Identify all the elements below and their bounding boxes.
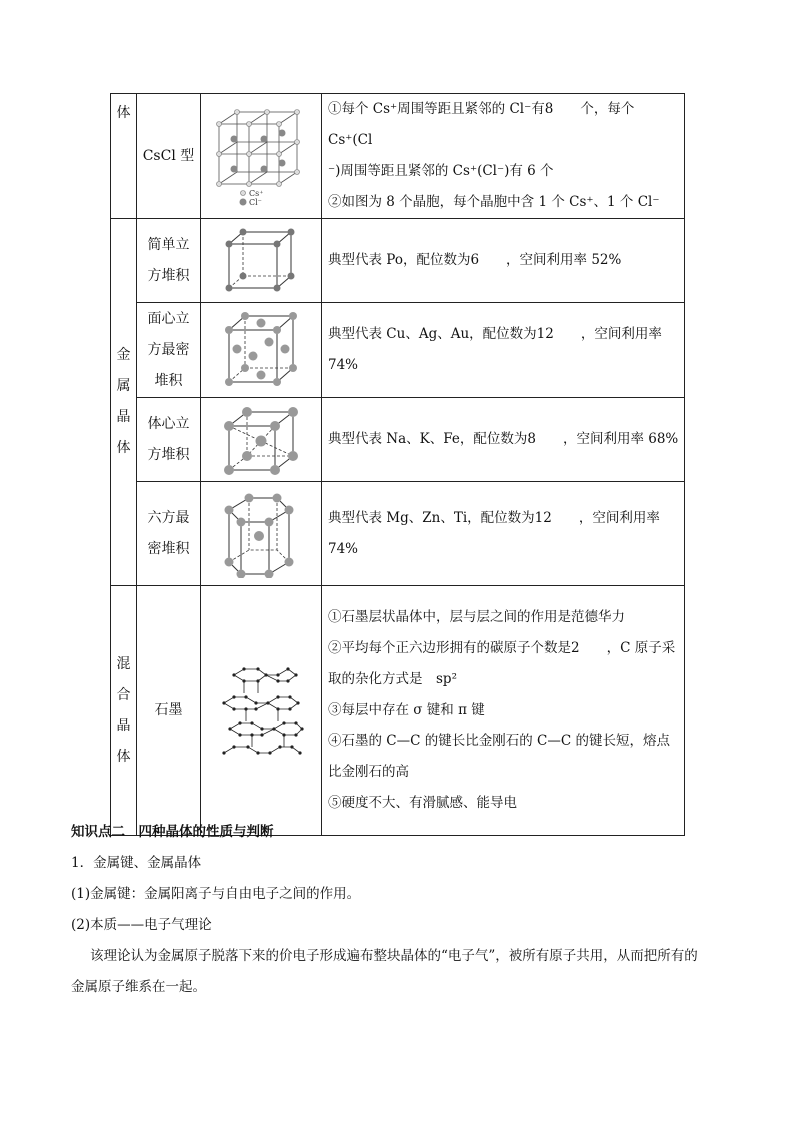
metal-desc: 典型代表 Na、K、Fe，配位数为8 ，空间利用率 68% bbox=[322, 398, 685, 482]
desc-line: 比金刚石的高 bbox=[328, 764, 409, 780]
desc-line: ⑤硬度不大、有滑腻感、能导电 bbox=[328, 795, 517, 811]
type-cell bbox=[137, 303, 201, 398]
desc-line: ⁻)周围等距且紧邻的 Cs⁺(Cl⁻)有 6 个 bbox=[328, 163, 554, 179]
desc-line: ④石墨的 C—C 的键长比金刚石的 C—C 的键长短，熔点 bbox=[328, 733, 670, 749]
metal-desc: 典型代表 Cu、Ag、Au，配位数为12 ，空间利用率 74% bbox=[322, 303, 685, 398]
item-1-2: (2)本质——电子气理论 bbox=[71, 917, 212, 933]
item-1: 1．金属键、金属晶体 bbox=[71, 855, 202, 871]
type-name: CsCl 型 bbox=[142, 147, 195, 164]
category-cell-mixed bbox=[111, 586, 137, 836]
type-cell bbox=[137, 219, 201, 303]
desc-line: ①每个 Cs⁺周围等距且紧邻的 Cl⁻有8 个，每个 Cs⁺(Cl bbox=[328, 101, 635, 148]
type-name: 体心立方堆积 bbox=[147, 415, 190, 463]
body-line-1: 该理论认为金属原子脱落下来的价电子形成遍布整块晶体的“电子气”，被所有原子共用，从而把所有的 bbox=[90, 948, 698, 964]
figure-cell bbox=[201, 586, 322, 836]
desc-line: ③每层中存在 σ 键和 π 键 bbox=[328, 702, 485, 718]
type-name: 六方最密堆积 bbox=[147, 509, 190, 557]
item-1-1: (1)金属键：金属阳离子与自由电子之间的作用。 bbox=[71, 886, 361, 902]
cscl-lattice-figure bbox=[211, 106, 311, 206]
section-heading: 知识点二 四种晶体的性质与判断 bbox=[71, 824, 274, 840]
figure-cell bbox=[201, 219, 322, 303]
graphite-desc bbox=[322, 586, 685, 836]
type-cell bbox=[137, 94, 201, 219]
type-cell bbox=[137, 482, 201, 586]
type-name: 石墨 bbox=[154, 702, 183, 718]
category-label: 混合晶体 bbox=[116, 655, 131, 765]
desc-line: ①石墨层状晶体中，层与层之间的作用是范德华力 bbox=[328, 609, 625, 625]
figure-cell bbox=[201, 303, 322, 398]
hcp-figure bbox=[221, 490, 301, 578]
legend-cs: Cs⁺ bbox=[249, 189, 264, 198]
category-label: 金属晶体 bbox=[116, 347, 131, 456]
metal-desc: 典型代表 Po，配位数为6 ，空间利用率 52% bbox=[322, 219, 685, 303]
type-cell bbox=[137, 398, 201, 482]
legend-cl: Cl⁻ bbox=[249, 198, 262, 206]
graphite-figure bbox=[218, 663, 304, 759]
desc-line: ②平均每个正六边形拥有的碳原子个数是2 ，C 原子采 bbox=[328, 640, 676, 656]
type-name: 面心立方最密堆积 bbox=[147, 310, 190, 389]
metal-desc: 典型代表 Mg、Zn、Ti，配位数为12 ，空间利用率 74% bbox=[322, 482, 685, 586]
desc-line: 取的杂化方式是 sp² bbox=[328, 671, 457, 687]
category-cell-ionic bbox=[111, 94, 137, 219]
type-cell bbox=[137, 586, 201, 836]
bcc-figure bbox=[221, 404, 301, 476]
cscl-desc bbox=[322, 94, 685, 219]
crystal-table bbox=[110, 93, 685, 836]
desc-line: ②如图为 8 个晶胞，每个晶胞中含 1 个 Cs⁺、1 个 Cl⁻ bbox=[328, 194, 660, 210]
fcc-figure bbox=[221, 310, 301, 390]
simple-cubic-figure bbox=[221, 228, 301, 294]
body-line-2: 金属原子维系在一起。 bbox=[71, 979, 206, 995]
figure-cell bbox=[201, 398, 322, 482]
category-cell-metal bbox=[111, 219, 137, 586]
figure-cell bbox=[201, 482, 322, 586]
category-label: 体 bbox=[116, 105, 131, 121]
type-name: 简单立方堆积 bbox=[147, 236, 190, 284]
figure-cell bbox=[201, 94, 322, 219]
